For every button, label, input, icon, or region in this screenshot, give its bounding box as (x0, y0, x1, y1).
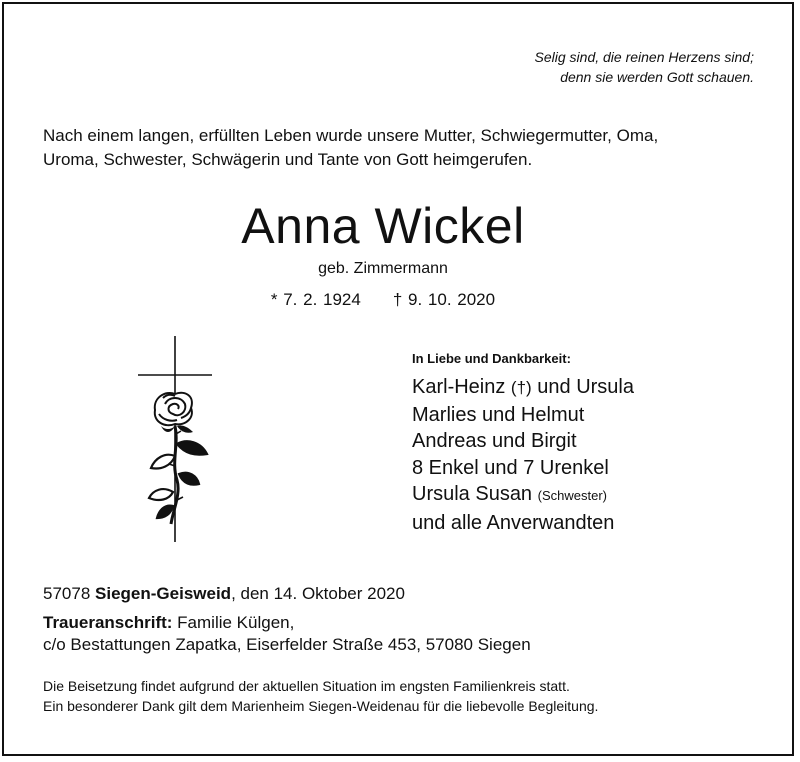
note-line-2: Ein besonderer Dank gilt dem Marienheim Siegen-Weidenau für die liebevolle Begleitung. (43, 698, 599, 714)
maiden-name: geb. Zimmermann (318, 260, 448, 277)
mourner-line-4: 8 Enkel und 7 Urenkel (412, 456, 609, 479)
postcode: 57078 (43, 584, 91, 603)
mourner-line-1 (412, 374, 634, 402)
bible-verse (535, 47, 754, 87)
mourner-line-3: Andreas und Birgit (412, 430, 577, 452)
mourner-name: Ursula Susan (412, 483, 533, 505)
deceased-marker: (†) (510, 378, 532, 397)
place-name: Siegen-Geisweid (95, 584, 232, 603)
bible-verse-line-1: Selig sind, die reinen Herzens sind; (534, 49, 754, 65)
place-and-date (43, 582, 405, 606)
address-recipient: Familie Külgen, (177, 613, 295, 632)
cross-with-rose-icon (135, 334, 215, 544)
relation-note: (Schwester) (537, 488, 607, 503)
birth-date: * 7. 2. 1924 (270, 290, 361, 309)
date-text: , den 14. Oktober 2020 (231, 584, 405, 603)
life-dates (0, 288, 766, 312)
mourner-name: und Ursula (537, 376, 634, 398)
announcement-text (43, 124, 763, 172)
note-line-1: Die Beisetzung findet aufgrund der aktuellen Situation im engsten Familienkreis statt. (43, 678, 570, 694)
announcement-line-2: Uroma, Schwester, Schwägerin und Tante von Gott heimgerufen. (43, 150, 533, 169)
mourner-line-5 (412, 481, 634, 510)
closing-notes (43, 676, 598, 716)
mourner-line-2: Marlies und Helmut (412, 403, 585, 426)
address-line-2: c/o Bestattungen Zapatka, Eiserfelder Straße 453, 57080 Siegen (43, 635, 531, 654)
deceased-name: Anna Wickel (241, 198, 525, 254)
mourning-address (43, 612, 531, 656)
address-label: Traueranschrift: (43, 613, 173, 632)
announcement-line-1: Nach einem langen, erfüllten Leben wurde unsere Mutter, Schwiegermutter, Oma, (43, 126, 659, 145)
mourner-name: Karl-Heinz (412, 376, 506, 398)
bible-verse-line-2: denn sie werden Gott schauen. (560, 69, 754, 85)
mourners-heading: In Liebe und Dankbarkeit: (412, 351, 571, 366)
death-date: † 9. 10. 2020 (392, 290, 496, 309)
mourners-block (412, 350, 634, 536)
address-line-1 (43, 612, 531, 634)
mourner-line-6: und alle Anverwandten (412, 511, 615, 534)
